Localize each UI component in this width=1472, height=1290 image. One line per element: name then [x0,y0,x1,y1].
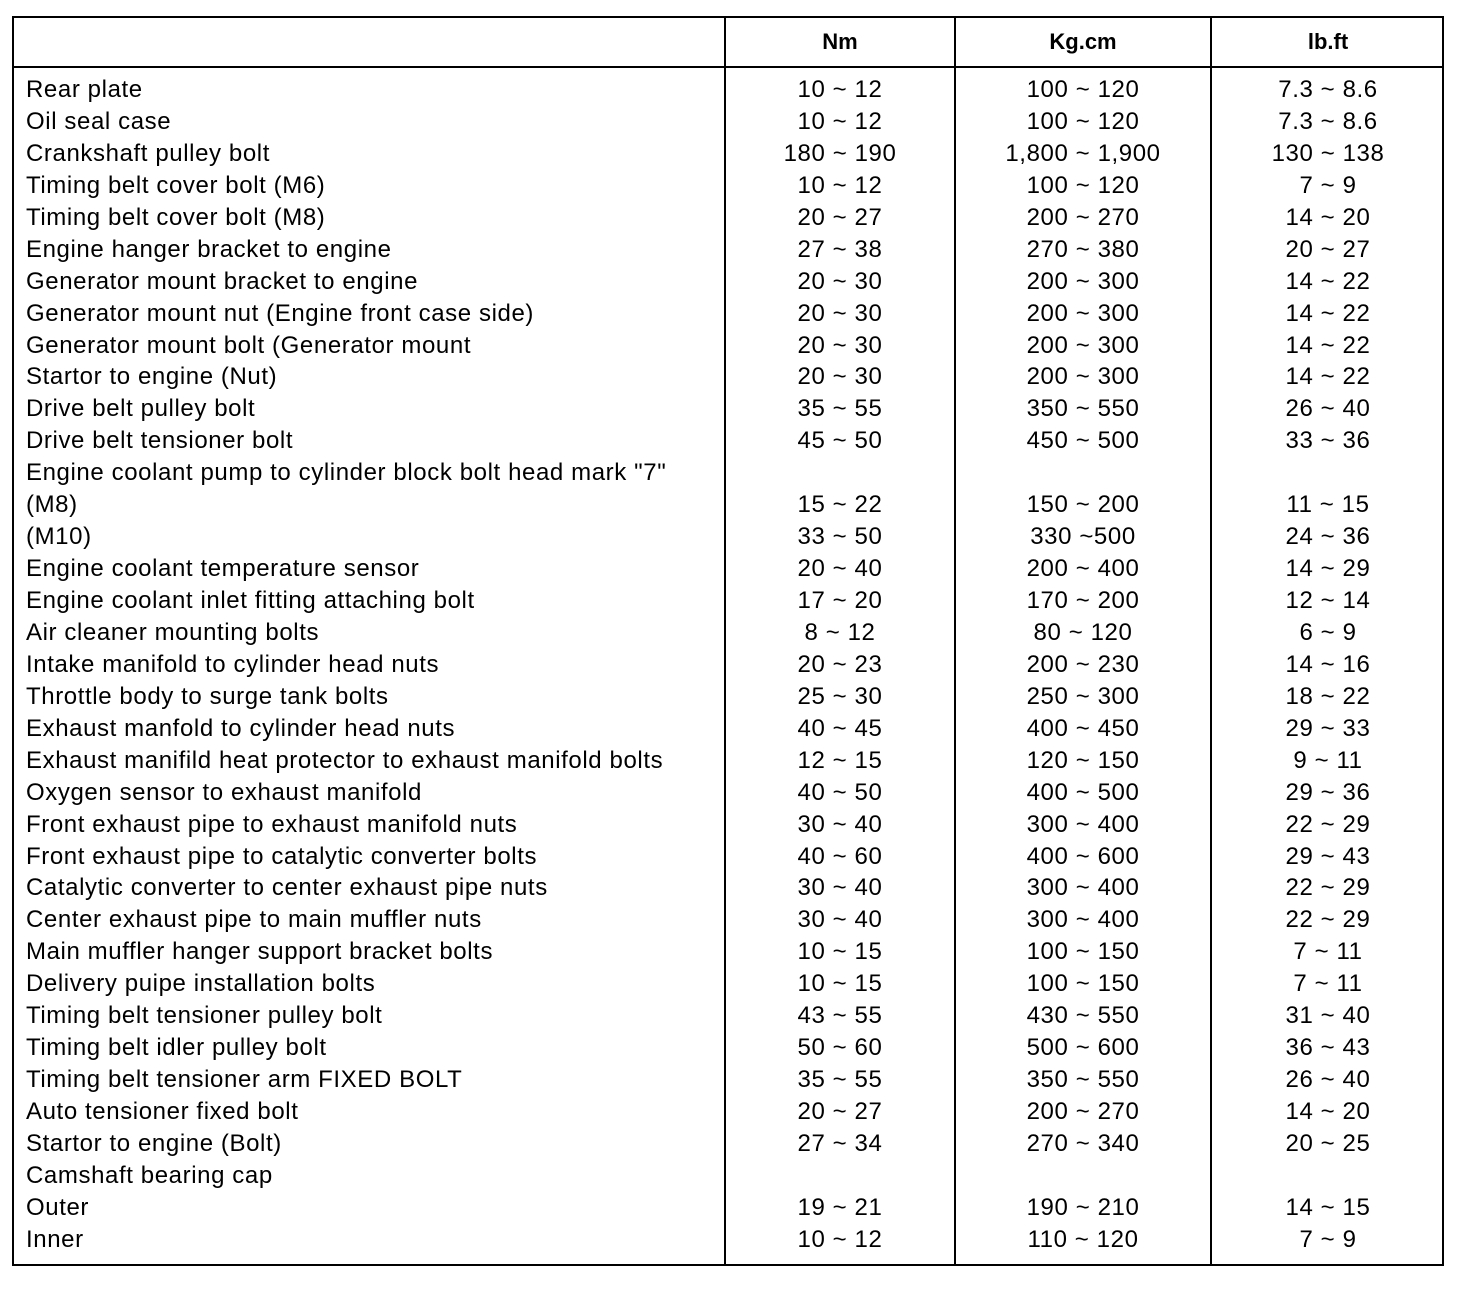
torque-spec-table [12,16,1444,1266]
table-row [14,1224,1442,1256]
row-item-name: Main muffler hanger support bracket bolts [26,938,494,966]
row-nm-value: 20 ~ 30 [797,331,883,359]
row-nm-value: 27 ~ 38 [797,235,883,263]
row-lbft-value: 22 ~ 29 [1285,906,1371,934]
table-row [14,234,1442,266]
row-kgcm-value: 430 ~ 550 [1026,1002,1140,1030]
row-kgcm-value: 200 ~ 400 [1026,555,1140,583]
row-nm-value: 40 ~ 60 [797,842,883,870]
row-lbft-value: 14 ~ 20 [1285,203,1371,231]
row-lbft-value: 14 ~ 22 [1285,299,1371,327]
row-lbft-value: 7 ~ 9 [1299,171,1357,199]
row-item-name: Air cleaner mounting bolts [26,618,320,646]
row-item-name: Camshaft bearing cap [26,1161,273,1189]
table-row [14,777,1442,809]
row-item-name: Timing belt tensioner pulley bolt [26,1002,383,1030]
header-kgcm: Kg.cm [1049,29,1117,54]
row-lbft-value: 130 ~ 138 [1271,139,1385,167]
row-nm-value: 20 ~ 30 [797,363,883,391]
row-item-name: Engine coolant inlet fitting attaching bolt [26,587,475,614]
row-lbft-value: 22 ~ 29 [1285,810,1371,838]
row-kgcm-value: 500 ~ 600 [1026,1034,1140,1062]
row-lbft-value: 20 ~ 25 [1285,1129,1371,1157]
row-lbft-value: 14 ~ 16 [1285,650,1371,678]
row-kgcm-value: 400 ~ 450 [1026,714,1140,742]
row-lbft-value: 12 ~ 14 [1285,587,1371,614]
row-nm-value: 40 ~ 45 [797,714,883,742]
table-row [14,361,1442,393]
row-kgcm-value: 450 ~ 500 [1026,427,1140,455]
row-lbft-value: 14 ~ 22 [1285,331,1371,359]
table-row [14,489,1442,521]
row-item-name: Exhaust manfold to cylinder head nuts [26,714,456,742]
row-item-name: Rear plate [26,76,143,103]
table-row [14,809,1442,841]
row-nm-value: 20 ~ 27 [797,203,883,231]
table-row [14,617,1442,649]
row-nm-value: 30 ~ 40 [797,906,883,934]
table-row [14,745,1442,777]
row-kgcm-value: 200 ~ 300 [1026,363,1140,391]
row-lbft-value: 7.3 ~ 8.6 [1278,107,1378,135]
row-lbft-value: 31 ~ 40 [1285,1002,1371,1030]
table-row [14,457,1442,489]
row-item-name: Front exhaust pipe to exhaust manifold nuts [26,810,518,838]
row-nm-value: 180 ~ 190 [783,139,897,167]
table-row [14,138,1442,170]
row-lbft-value: 11 ~ 15 [1286,491,1370,519]
row-nm-value: 33 ~ 50 [797,523,883,551]
row-item-name: Startor to engine (Bolt) [26,1129,282,1157]
row-kgcm-value: 170 ~ 200 [1026,587,1140,614]
row-lbft-value: 9 ~ 11 [1293,746,1363,774]
table-row [14,1096,1442,1128]
row-nm-value: 10 ~ 12 [797,171,883,199]
row-lbft-value: 6 ~ 9 [1299,618,1357,646]
row-item-name: Inner [26,1225,84,1253]
row-kgcm-value: 120 ~ 150 [1026,746,1140,774]
row-item-name: Timing belt tensioner arm FIXED BOLT [26,1066,463,1094]
row-lbft-value: 24 ~ 36 [1285,523,1371,551]
row-nm-value: 43 ~ 55 [797,1002,883,1030]
header-divider [14,66,1442,68]
row-nm-value: 40 ~ 50 [797,778,883,806]
row-item-name: Crankshaft pulley bolt [26,139,270,167]
row-nm-value: 10 ~ 12 [797,107,883,135]
table-body [14,74,1442,1256]
row-kgcm-value: 200 ~ 230 [1026,650,1140,678]
table-row [14,202,1442,234]
row-lbft-value: 7.3 ~ 8.6 [1278,76,1378,103]
row-kgcm-value: 190 ~ 210 [1026,1193,1140,1221]
row-nm-value: 12 ~ 15 [797,746,883,774]
table-row [14,553,1442,585]
row-nm-value: 45 ~ 50 [797,427,883,455]
row-lbft-value: 7 ~ 11 [1293,970,1363,998]
row-item-name: Outer [26,1193,90,1221]
row-item-name: Auto tensioner fixed bolt [26,1098,299,1125]
row-kgcm-value: 330 ~500 [1030,523,1136,551]
row-kgcm-value: 270 ~ 380 [1026,235,1140,263]
row-lbft-value: 26 ~ 40 [1285,395,1371,423]
row-nm-value: 8 ~ 12 [804,618,876,646]
row-lbft-value: 14 ~ 29 [1285,555,1371,583]
row-lbft-value: 14 ~ 22 [1285,267,1371,295]
row-kgcm-value: 100 ~ 120 [1026,171,1140,199]
row-lbft-value: 7 ~ 11 [1293,938,1363,966]
row-item-name: Exhaust manifild heat protector to exhaust manifold bolts [26,746,664,774]
row-kgcm-value: 150 ~ 200 [1026,491,1140,519]
row-kgcm-value: 100 ~ 120 [1026,76,1140,103]
row-kgcm-value: 300 ~ 400 [1026,906,1140,934]
row-item-name: Engine coolant pump to cylinder block bolt head mark "7" [26,459,667,487]
row-item-name: Oil seal case [26,107,172,135]
row-item-name: Delivery puipe installation bolts [26,970,376,998]
table-row [14,585,1442,617]
row-item-name: (M10) [26,523,92,551]
table-row [14,649,1442,681]
row-kgcm-value: 100 ~ 150 [1026,938,1140,966]
row-item-name: Intake manifold to cylinder head nuts [26,650,440,678]
row-lbft-value: 20 ~ 27 [1285,235,1371,263]
row-nm-value: 20 ~ 23 [797,650,883,678]
header-nm: Nm [822,29,858,54]
row-kgcm-value: 300 ~ 400 [1026,874,1140,902]
table-row [14,266,1442,298]
row-item-name: Timing belt cover bolt (M6) [26,171,326,199]
row-item-name: Front exhaust pipe to catalytic converter bolts [26,842,538,870]
row-nm-value: 10 ~ 12 [797,76,883,103]
table-row [14,681,1442,713]
row-item-name: Timing belt idler pulley bolt [26,1034,327,1062]
row-item-name: Drive belt tensioner bolt [26,427,294,455]
row-nm-value: 15 ~ 22 [797,491,883,519]
table-row [14,521,1442,553]
row-item-name: Generator mount bracket to engine [26,267,419,295]
row-item-name: Center exhaust pipe to main muffler nuts [26,906,482,934]
table-row [14,1064,1442,1096]
row-kgcm-value: 200 ~ 300 [1026,299,1140,327]
row-nm-value: 30 ~ 40 [797,810,883,838]
row-nm-value: 30 ~ 40 [797,874,883,902]
table-row [14,904,1442,936]
row-kgcm-value: 270 ~ 340 [1026,1129,1140,1157]
table-row [14,968,1442,1000]
row-item-name: Engine hanger bracket to engine [26,235,392,263]
row-item-name: Drive belt pulley bolt [26,395,256,423]
row-nm-value: 27 ~ 34 [797,1129,883,1157]
row-lbft-value: 7 ~ 9 [1299,1225,1357,1253]
table-row [14,936,1442,968]
row-lbft-value: 14 ~ 22 [1285,363,1371,391]
table-row [14,106,1442,138]
row-kgcm-value: 400 ~ 500 [1026,778,1140,806]
row-item-name: Throttle body to surge tank bolts [26,682,389,710]
row-nm-value: 25 ~ 30 [797,682,883,710]
row-lbft-value: 33 ~ 36 [1285,427,1371,455]
row-lbft-value: 14 ~ 20 [1285,1098,1371,1125]
row-lbft-value: 29 ~ 33 [1285,714,1371,742]
row-kgcm-value: 110 ~ 120 [1027,1225,1139,1253]
table-row [14,1000,1442,1032]
row-kgcm-value: 200 ~ 300 [1026,331,1140,359]
table-row [14,170,1442,202]
table-row [14,393,1442,425]
table-row [14,1032,1442,1064]
row-nm-value: 10 ~ 15 [797,938,883,966]
row-item-name: (M8) [26,491,78,519]
row-nm-value: 50 ~ 60 [797,1034,883,1062]
row-kgcm-value: 400 ~ 600 [1026,842,1140,870]
row-lbft-value: 36 ~ 43 [1285,1034,1371,1062]
table-row [14,713,1442,745]
row-item-name: Engine coolant temperature sensor [26,555,420,583]
row-nm-value: 35 ~ 55 [797,1066,883,1094]
row-lbft-value: 18 ~ 22 [1285,682,1371,710]
table-row [14,298,1442,330]
row-lbft-value: 26 ~ 40 [1285,1066,1371,1094]
row-item-name: Catalytic converter to center exhaust pipe nuts [26,874,548,902]
table-row [14,1128,1442,1160]
table-row [14,425,1442,457]
row-kgcm-value: 200 ~ 270 [1026,1098,1140,1125]
row-nm-value: 10 ~ 15 [797,970,883,998]
row-nm-value: 20 ~ 27 [797,1098,883,1125]
row-kgcm-value: 200 ~ 270 [1026,203,1140,231]
row-kgcm-value: 200 ~ 300 [1026,267,1140,295]
row-nm-value: 19 ~ 21 [797,1193,883,1221]
row-nm-value: 17 ~ 20 [797,587,883,614]
row-item-name: Generator mount nut (Engine front case side) [26,299,534,327]
table-row [14,1160,1442,1192]
row-lbft-value: 14 ~ 15 [1285,1193,1371,1221]
header-lbft: lb.ft [1307,29,1349,54]
row-kgcm-value: 1,800 ~ 1,900 [1005,139,1161,167]
row-item-name: Startor to engine (Nut) [26,363,278,391]
row-nm-value: 10 ~ 12 [797,1225,883,1253]
row-nm-value: 20 ~ 30 [797,299,883,327]
row-kgcm-value: 250 ~ 300 [1026,682,1140,710]
table-row [14,330,1442,362]
row-kgcm-value: 300 ~ 400 [1026,810,1140,838]
row-lbft-value: 29 ~ 43 [1285,842,1371,870]
row-lbft-value: 22 ~ 29 [1285,874,1371,902]
table-row [14,841,1442,873]
row-kgcm-value: 350 ~ 550 [1026,1066,1140,1094]
row-kgcm-value: 80 ~ 120 [1033,618,1133,646]
row-nm-value: 35 ~ 55 [797,395,883,423]
row-kgcm-value: 100 ~ 120 [1026,107,1140,135]
table-row [14,1192,1442,1224]
row-kgcm-value: 100 ~ 150 [1026,970,1140,998]
row-nm-value: 20 ~ 30 [797,267,883,295]
row-item-name: Generator mount bolt (Generator mount [26,331,472,359]
row-nm-value: 20 ~ 40 [797,555,883,583]
table-row [14,74,1442,106]
row-kgcm-value: 350 ~ 550 [1026,395,1140,423]
row-lbft-value: 29 ~ 36 [1285,778,1371,806]
row-item-name: Timing belt cover bolt (M8) [26,203,326,231]
row-item-name: Oxygen sensor to exhaust manifold [26,778,423,806]
table-row [14,872,1442,904]
